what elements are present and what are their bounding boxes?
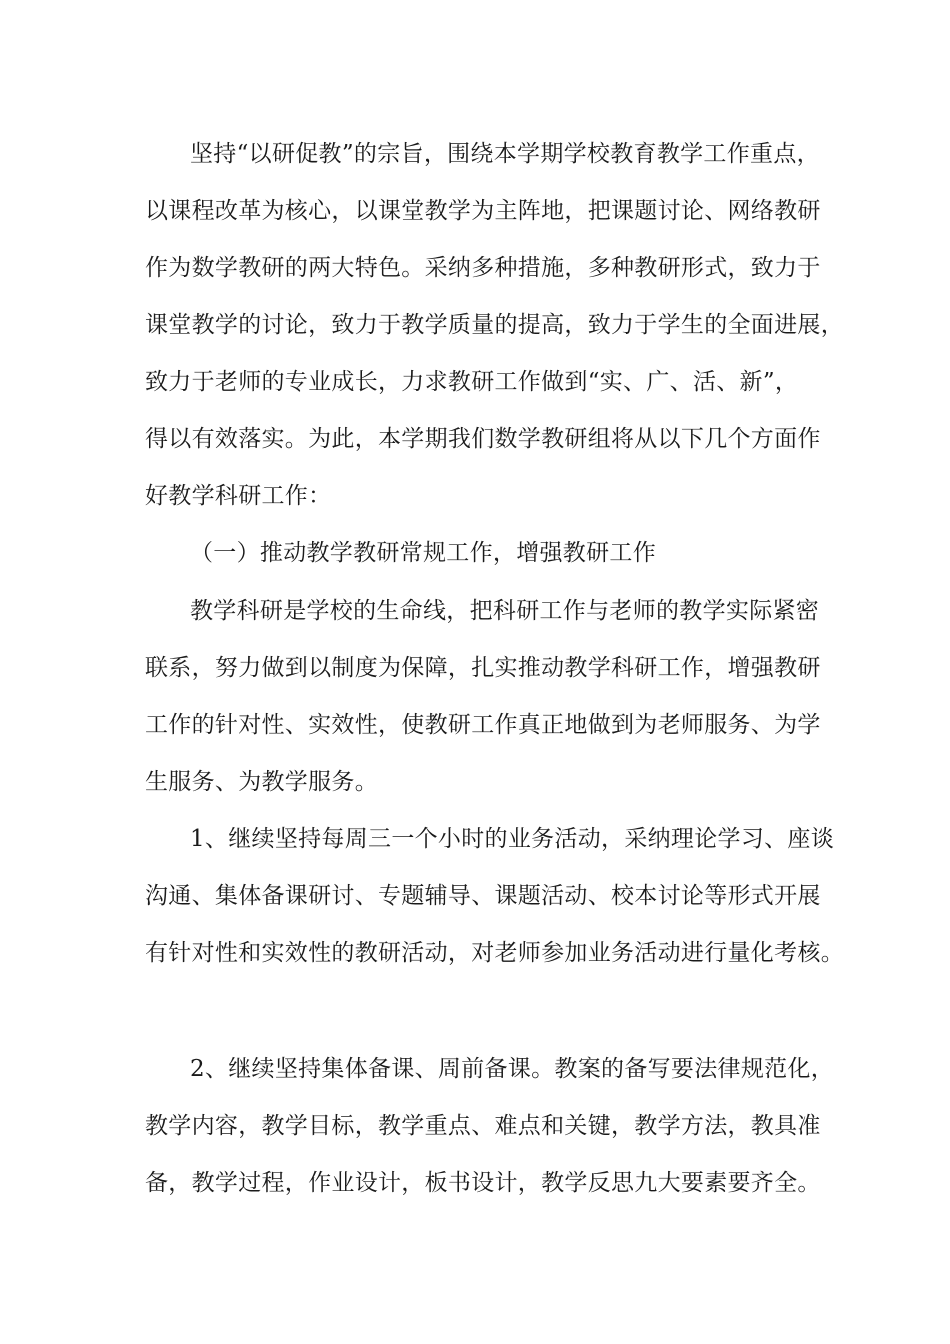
list-item-line: 教学内容，教学目标，教学重点、难点和关键，教学方法，教具准 [145, 1113, 821, 1139]
list-item-line: 1、继续坚持每周三一个小时的业务活动，采纳理论学习、座谈 [190, 826, 835, 852]
list-item-line: 2、继续坚持集体备课、周前备课。教案的备写要法律规范化， [190, 1056, 835, 1082]
paragraph-line: 教学科研是学校的生命线，把科研工作与老师的教学实际紧密 [190, 598, 820, 624]
paragraph-line: 好教学科研工作： [145, 483, 332, 509]
section-heading: （一）推动教学教研常规工作，增强教研工作 [190, 540, 656, 566]
paragraph-line: 得以有效落实。为此，本学期我们数学教研组将从以下几个方面作 [145, 426, 821, 452]
paragraph-line: 生服务、为教学服务。 [145, 769, 378, 795]
list-item-line: 沟通、集体备课研讨、专题辅导、课题活动、校本讨论等形式开展 [145, 883, 821, 909]
list-item-line: 有针对性和实效性的教研活动，对老师参加业务活动进行量化考核。 [145, 940, 844, 966]
paragraph-line: 作为数学教研的两大特色。采纳多种措施，多种教研形式，致力于 [145, 255, 821, 281]
paragraph-line: 以课程改革为核心，以课堂教学为主阵地，把课题讨论、网络教研 [145, 198, 821, 224]
paragraph-line: 坚持“以研促教”的宗旨，围绕本学期学校教育教学工作重点， [190, 141, 820, 167]
paragraph-line: 联系，努力做到以制度为保障，扎实推动教学科研工作，增强教研 [145, 655, 821, 681]
list-item-line: 备，教学过程，作业设计，板书设计，教学反思九大要素要齐全。 [145, 1170, 821, 1196]
paragraph-line: 课堂教学的讨论，致力于教学质量的提高，致力于学生的全面进展， [145, 312, 844, 338]
paragraph-line: 工作的针对性、实效性，使教研工作真正地做到为老师服务、为学 [145, 712, 821, 738]
paragraph-line: 致力于老师的专业成长，力求教研工作做到“实、广、活、新”， [145, 369, 799, 395]
